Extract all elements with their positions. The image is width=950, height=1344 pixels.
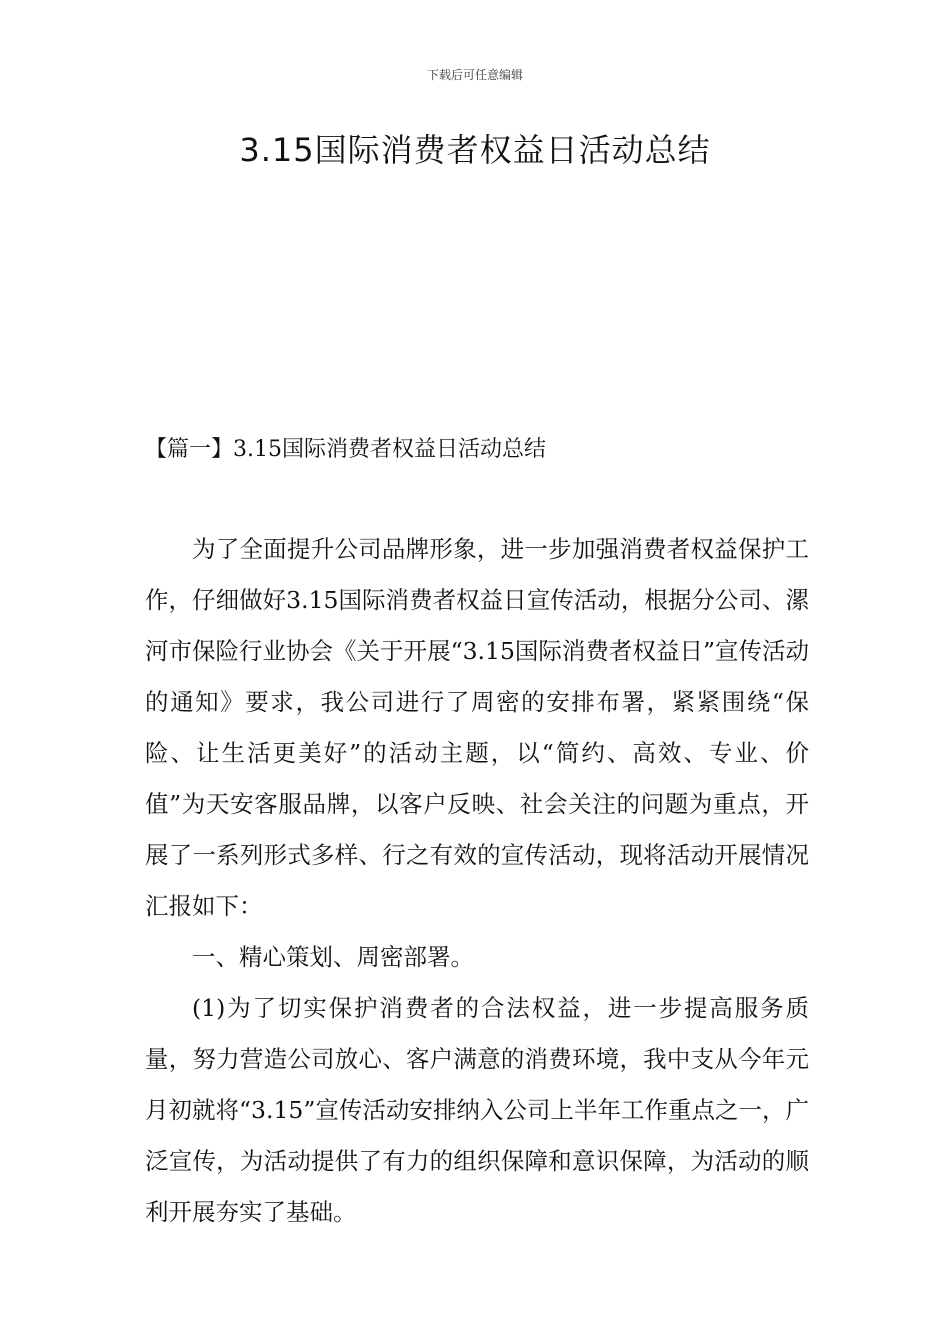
paragraph-intro: 为了全面提升公司品牌形象，进一步加强消费者权益保护工作，仔细做好3.15国际消费者权益日宣传活动，根据分公司、漯河市保险行业协会《关于开展“3.15国际消费者权益日”宣传活动的通知》要求，我公司进行了周密的安排布署，紧紧围绕“保险、让生活更美好”的活动主题，以“简约、高效、专业、价值”为天安客服品牌，以客户反映、社会关注的问题为重点，开展了一系列形式多样、行之有效的宣传活动，现将活动开展情况汇报如下： bbox=[145, 535, 809, 920]
document-body bbox=[145, 524, 809, 1238]
paragraph-subheading: 一、精心策划、周密部署。 bbox=[192, 943, 474, 971]
paragraph-item-1: (1)为了切实保护消费者的合法权益，进一步提高服务质量，努力营造公司放心、客户满意的消费环境，我中支从今年元月初就将“3.15”宣传活动安排纳入公司上半年工作重点之一，广泛宣传，为活动提供了有力的组织保障和意识保障，为活动的顺利开展夯实了基础。 bbox=[145, 994, 809, 1226]
page-header-note: 下载后可任意编辑 bbox=[426, 68, 523, 82]
document-title: 3.15国际消费者权益日活动总结 bbox=[239, 131, 711, 169]
section-heading: 【篇一】3.15国际消费者权益日活动总结 bbox=[145, 437, 546, 462]
